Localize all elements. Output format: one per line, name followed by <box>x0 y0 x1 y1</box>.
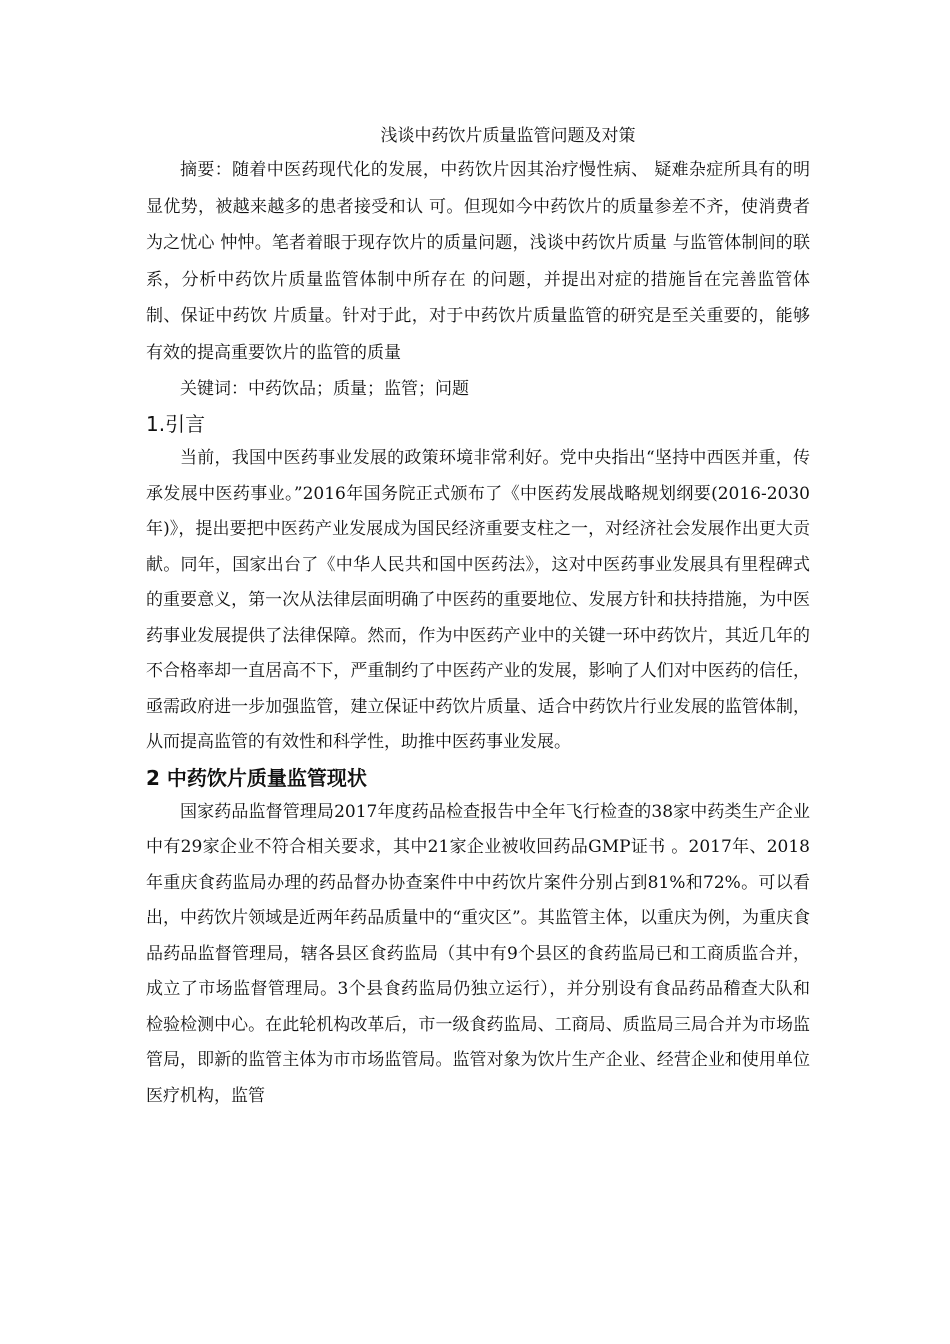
status-paragraph: 国家药品监督管理局2017年度药品检查报告中全年飞行检查的38家中药类生产企业中有29家企业不符合相关要求，其中21家企业被收回药品GMP证书 。2017年、2018年重庆食药监局办理的药品督办协查案件中中药饮片案件分别占到81%和72%。可以看出，中药饮片领域是近两年药品质量中的“重灾区”。其监管主体，以重庆为例，为重庆食品药品监督管理局，辖各县区食药监局（其中有9个县区的食药监局已和工商质监合并，成立了市场监督管理局。3个县食药监局仍独立运行），并分别设有食品药品稽查大队和检验检测中心。在此轮机构改革后，市一级食药监局、工商局、质监局三局合并为市场监管局，即新的监管主体为市市场监管局。监管对象为饮片生产企业、经营企业和使用单位医疗机构，监管 <box>146 801 810 1106</box>
abstract-paragraph: 摘要：随着中医药现代化的发展，中药饮片因其治疗慢性病、 疑难杂症所具有的明显优势，被越来越多的患者接受和认 可。但现如今中药饮片的质量参差不齐，使消费者为之忧心 忡忡。笔者着眼于现存饮片的质量问题，浅谈中药饮片质量 与监管体制间的联系，分析中药饮片质量监管体制中所存在 的问题，并提出对症的措施旨在完善监管体制、保证中药饮 片质量。针对于此，对于中药饮片质量监管的研究是至关重要的，能够有效的提高重要饮片的监管的质量 <box>146 160 810 363</box>
section-heading-status: 2 中药饮片质量监管现状 <box>146 765 367 790</box>
document-title: 浅谈中药饮片质量监管问题及对策 <box>380 126 636 146</box>
keywords-line: 关键词：中药饮品；质量；监管；问题 <box>180 379 469 399</box>
section-heading-introduction: 1.引言 <box>146 412 206 436</box>
introduction-paragraph: 当前，我国中医药事业发展的政策环境非常利好。党中央指出“坚持中西医并重，传承发展中医药事业。”2016年国务院正式颁布了《中医药发展战略规划纲要(2016-2030年)》，提出要把中医药产业发展成为国民经济重要支柱之一，对经济社会发展作出更大贡献。同年，国家出台了《中华人民共和国中医药法》，这对中医药事业发展具有里程碑式的重要意义，第一次从法律层面明确了中医药的重要地位、发展方针和扶持措施，为中医药事业发展提供了法律保障。然而，作为中医药产业中的关键一环中药饮片，其近几年的不合格率却一直居高不下，严重制约了中医药产业的发展，影响了人们对中医药的信任，亟需政府进一步加强监管，建立保证中药饮片质量、适合中药饮片行业发展的监管体制，从而提高监管的有效性和科学性，助推中医药事业发展。 <box>146 448 810 752</box>
document-body <box>146 120 810 1114</box>
